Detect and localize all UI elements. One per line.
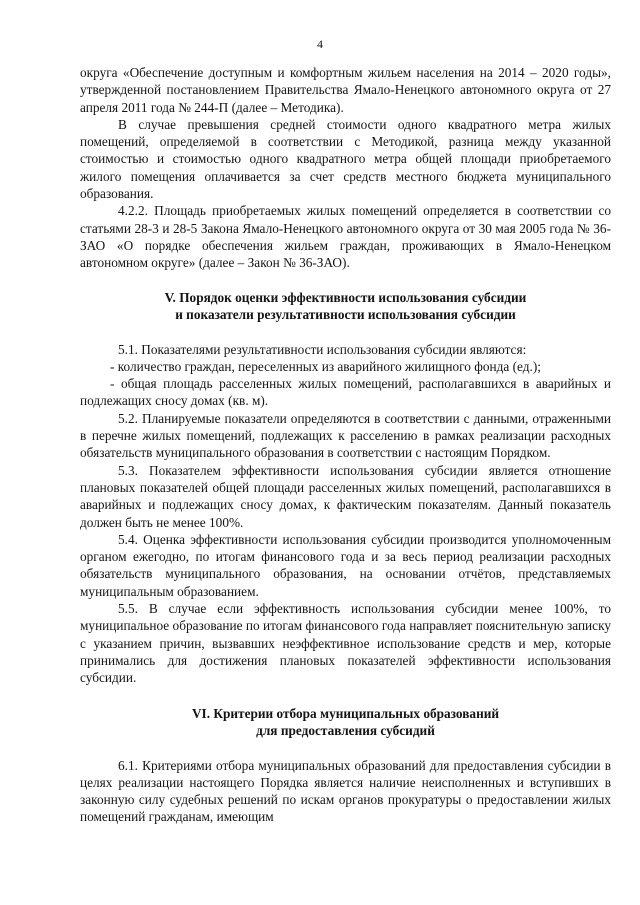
list-item-total-area: - общая площадь расселенных жилых помещений, располагавшихся в аварийных и подлежащих сносу домах (кв. м). [80,376,611,409]
paragraph-price-difference: В случае превышения средней стоимости одного квадратного метра жилых помещений, определяемой в соответствии с Методикой, разница между указанной стоимостью и стоимостью одного квадратного метра общей площади приобретаемого жилого помещения оплачивается за счет средств местного бюджета муниципального образования. [80,116,611,202]
section-5-heading [80,289,611,323]
paragraph-5-3: 5.3. Показателем эффективности использования субсидии является отношение плановых показателей общей площади расселенных жилых помещений, располагавшихся в аварийных и подлежащих сносу домах, к фактическим показателям. Данный показатель должен быть не менее 100%. [80,462,611,530]
page-number: 4 [317,37,323,51]
list-item-citizens-count: - количество граждан, переселенных из аварийного жилищного фонда (ед.); [110,358,541,374]
paragraph-5-2: 5.2. Планируемые показатели определяются в соответствии с данными, отраженными в перечне жилых помещений, подлежащих к расселению в рамках реализации расходных обязательств муниципального образования в соответствии с настоящим Порядком. [80,410,611,461]
paragraph-5-5: 5.5. В случае если эффективность использования субсидии менее 100%, то муниципальное образование по итогам финансового года направляет пояснительную записку с указанием причин, вызвавших неэффективное использование средств и мер, которые принимались для достижения плановых показателей эффективности использования субсидии. [80,601,611,686]
section-6-heading-line-1: VI. Критерии отбора муниципальных образований [191,705,500,721]
section-6-heading-line-2: для предоставления субсидий [256,722,435,738]
paragraph-5-1: 5.1. Показателями результативности использования субсидии являются: [118,341,527,357]
paragraph-5-4: 5.4. Оценка эффективности использования субсидии производится уполномоченным органом ежегодно, по итогам финансового года и за весь период реализации расходных обязательств муниципального образования, на основании отчётов, представляемых муниципальным образованием. [80,531,611,599]
page-body [80,64,611,826]
section-6-heading [80,705,611,739]
paragraph-continuation: округа «Обеспечение доступным и комфортным жильем населения на 2014 – 2020 годы», утвержденной постановлением Правительства Ямало-Ненецкого автономного округа от 27 апреля 2011 года № 244-П (далее – Методика). [80,65,611,115]
paragraph-4-2-2: 4.2.2. Площадь приобретаемых жилых помещений определяется в соответствии со статьями 28-3 и 28-5 Закона Ямало-Ненецкого автономного округа от 30 мая 2005 года № 36-ЗАО «О порядке обеспечения жильем граждан, проживающих в Ямало-Ненецком автономном округе» (далее – Закон № 36-ЗАО). [80,203,611,271]
paragraph-6-1: 6.1. Критериями отбора муниципальных образований для предоставления субсидии в целях реализации настоящего Порядка является наличие неисполненных и вступивших в законную силу судебных решений по искам органов прокуратуры о предоставлении жилых помещений гражданам, имеющим [80,757,611,825]
section-5-heading-line-2: и показатели результативности использования субсидии [175,306,516,322]
section-5-heading-line-1: V. Порядок оценки эффективности использования субсидии [164,289,527,305]
